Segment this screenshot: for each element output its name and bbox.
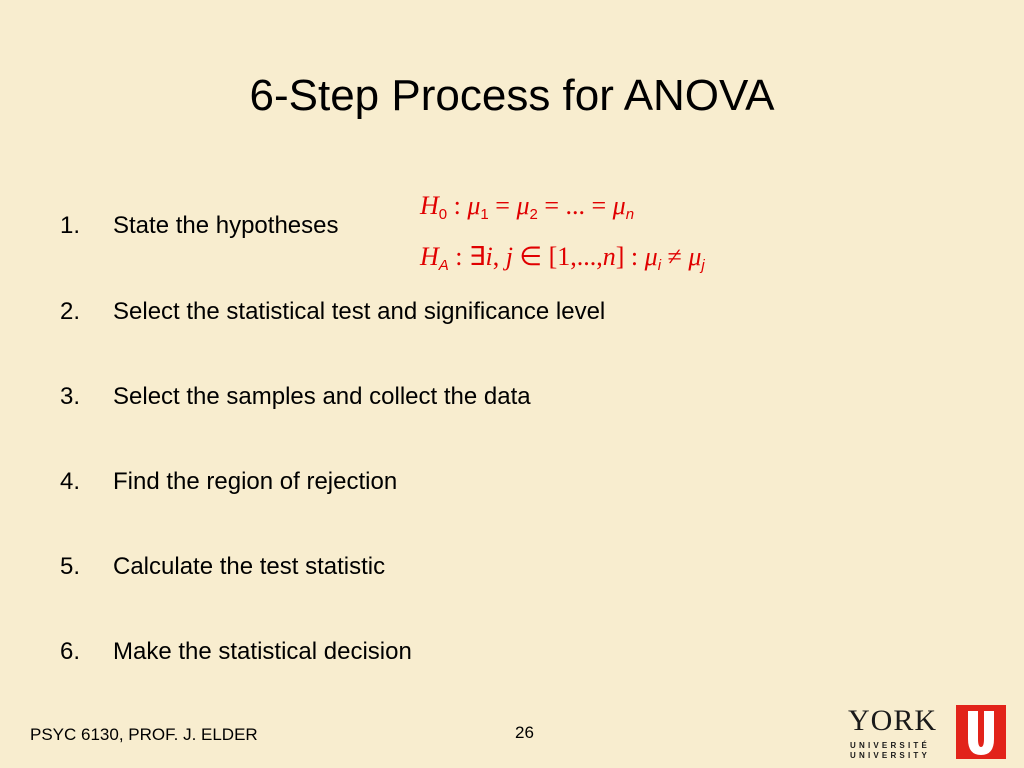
logo-wordmark: YORK [848, 704, 938, 737]
logo-line-english: UNIVERSITY [850, 751, 931, 760]
step-number: 1. [60, 212, 81, 239]
step-text: Select the statistical test and significance level [113, 298, 606, 325]
step-text: State the hypotheses [113, 212, 339, 239]
step-text: Find the region of rejection [113, 468, 398, 495]
step-number: 5. [60, 553, 81, 580]
step-number: 6. [60, 638, 81, 665]
york-university-logo [848, 705, 1008, 761]
step-number: 4. [60, 468, 81, 495]
step-number: 3. [60, 383, 81, 410]
step-number: 2. [60, 298, 81, 325]
step-text: Make the statistical decision [113, 638, 412, 665]
york-u-mark-icon [956, 705, 1006, 759]
logo-line-french: UNIVERSITÉ [850, 741, 931, 750]
slide-title: 6-Step Process for ANOVA [249, 71, 775, 120]
step-text: Select the samples and collect the data [113, 383, 531, 410]
null-hypothesis-formula: $H_0$ : $\mu_1 = \mu_2$ = ... = $\mu_n$ [420, 191, 635, 223]
step-text: Calculate the test statistic [113, 553, 386, 580]
footer-course: PSYC 6130, PROF. J. ELDER [30, 725, 258, 744]
page-number: 26 [515, 723, 534, 742]
alternative-hypothesis-formula: $H_A$ : ∃i, j ∈ [1,...,n] : $\mu_i \ne \mu_j$ [420, 242, 705, 274]
